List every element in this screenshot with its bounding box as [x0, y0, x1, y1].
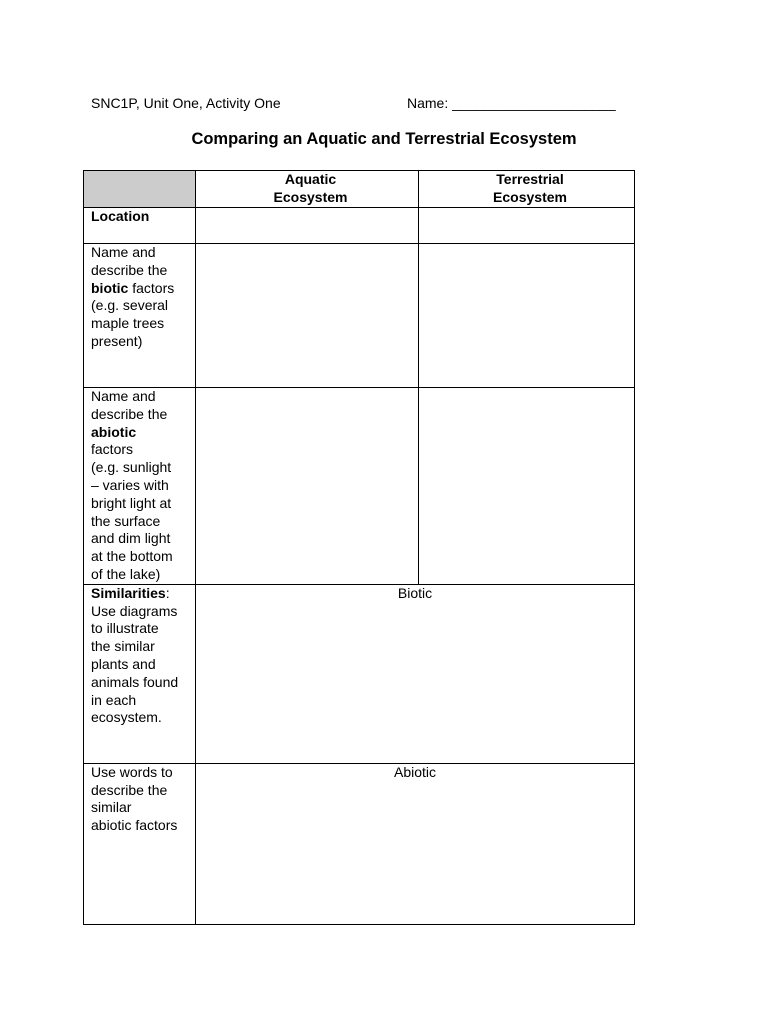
row-label-line: Name and [91, 244, 156, 260]
row-label-line: to illustrate [91, 620, 159, 637]
answer-cell-biotic-similarities[interactable] [196, 584, 635, 763]
row-label-line: (e.g. sunlight [91, 459, 172, 476]
answer-cell-aquatic-biotic[interactable] [196, 244, 419, 388]
worksheet-title: Comparing an Aquatic and Terrestrial Ecosystem [191, 130, 577, 148]
row-label-line: abiotic factors [91, 817, 178, 834]
row-label-biotic [84, 244, 196, 388]
row-label-line: Name and [91, 388, 156, 404]
row-label-abiotic [84, 388, 196, 585]
row-label-line [91, 280, 195, 298]
row-label-line: similar [91, 799, 132, 816]
row-label-line: present) [91, 332, 143, 349]
table-row-biotic [84, 244, 635, 388]
column-header-line: Ecosystem [273, 188, 348, 205]
row-label-line: the surface [91, 512, 161, 529]
table-header-row [84, 171, 635, 208]
row-label-text: Location [91, 208, 150, 224]
merged-cell-label: Abiotic [393, 763, 437, 780]
table-row-similarities [84, 584, 635, 763]
row-label-line: ecosystem. [91, 709, 162, 726]
row-label-line: Use diagrams [91, 602, 178, 619]
name-field-label: Name: _____________________ [407, 95, 616, 111]
row-label-line: Use words to [91, 763, 173, 780]
row-label-line: (e.g. several [91, 297, 169, 314]
answer-cell-terrestrial-biotic[interactable] [419, 244, 635, 388]
answer-cell-aquatic-abiotic[interactable] [196, 388, 419, 585]
course-activity-label: SNC1P, Unit One, Activity One [91, 95, 281, 111]
row-label-line: at the bottom [91, 548, 173, 565]
row-label-line: – varies with [91, 476, 169, 493]
row-label-similarities [84, 584, 196, 763]
row-label-line: describe the [91, 405, 168, 422]
row-label-line: in each [91, 691, 137, 708]
row-label-line: factors [91, 441, 134, 458]
corner-cell [84, 171, 196, 208]
table-row-abiotic-words [84, 763, 635, 924]
row-label-line: bright light at [91, 494, 172, 511]
row-label-abiotic-words [84, 763, 196, 924]
row-label-line: of the lake) [91, 565, 161, 582]
row-label-colon: : [165, 584, 170, 601]
column-header-terrestrial [419, 171, 635, 208]
row-label-line: the similar [91, 638, 155, 655]
column-header-line: Ecosystem [493, 188, 567, 205]
similarities-keyword: Similarities [91, 584, 166, 601]
merged-cell-label: Biotic [397, 584, 433, 601]
row-label-line: animals found [91, 673, 179, 690]
abiotic-keyword: abiotic [91, 423, 137, 440]
answer-cell-aquatic-location[interactable] [196, 208, 419, 244]
row-label-suffix: factors [128, 279, 175, 296]
row-label-line: plants and [91, 655, 156, 672]
row-label-line: maple trees [91, 315, 165, 332]
comparison-table [83, 170, 635, 925]
row-label-line: describe the [91, 261, 168, 278]
column-header-line: Terrestrial [496, 171, 564, 187]
answer-cell-terrestrial-location[interactable] [419, 208, 635, 244]
column-header-aquatic [196, 171, 419, 208]
answer-cell-abiotic-similarities[interactable] [196, 763, 635, 924]
table-row-location [84, 208, 635, 244]
column-header-line: Aquatic [284, 171, 337, 187]
answer-cell-terrestrial-abiotic[interactable] [419, 388, 635, 585]
row-label-line: and dim light [91, 530, 171, 547]
biotic-keyword: biotic [91, 279, 129, 296]
row-label-location [84, 208, 196, 244]
table-row-abiotic [84, 388, 635, 585]
row-label-line [91, 585, 195, 603]
row-label-line: describe the [91, 781, 168, 798]
